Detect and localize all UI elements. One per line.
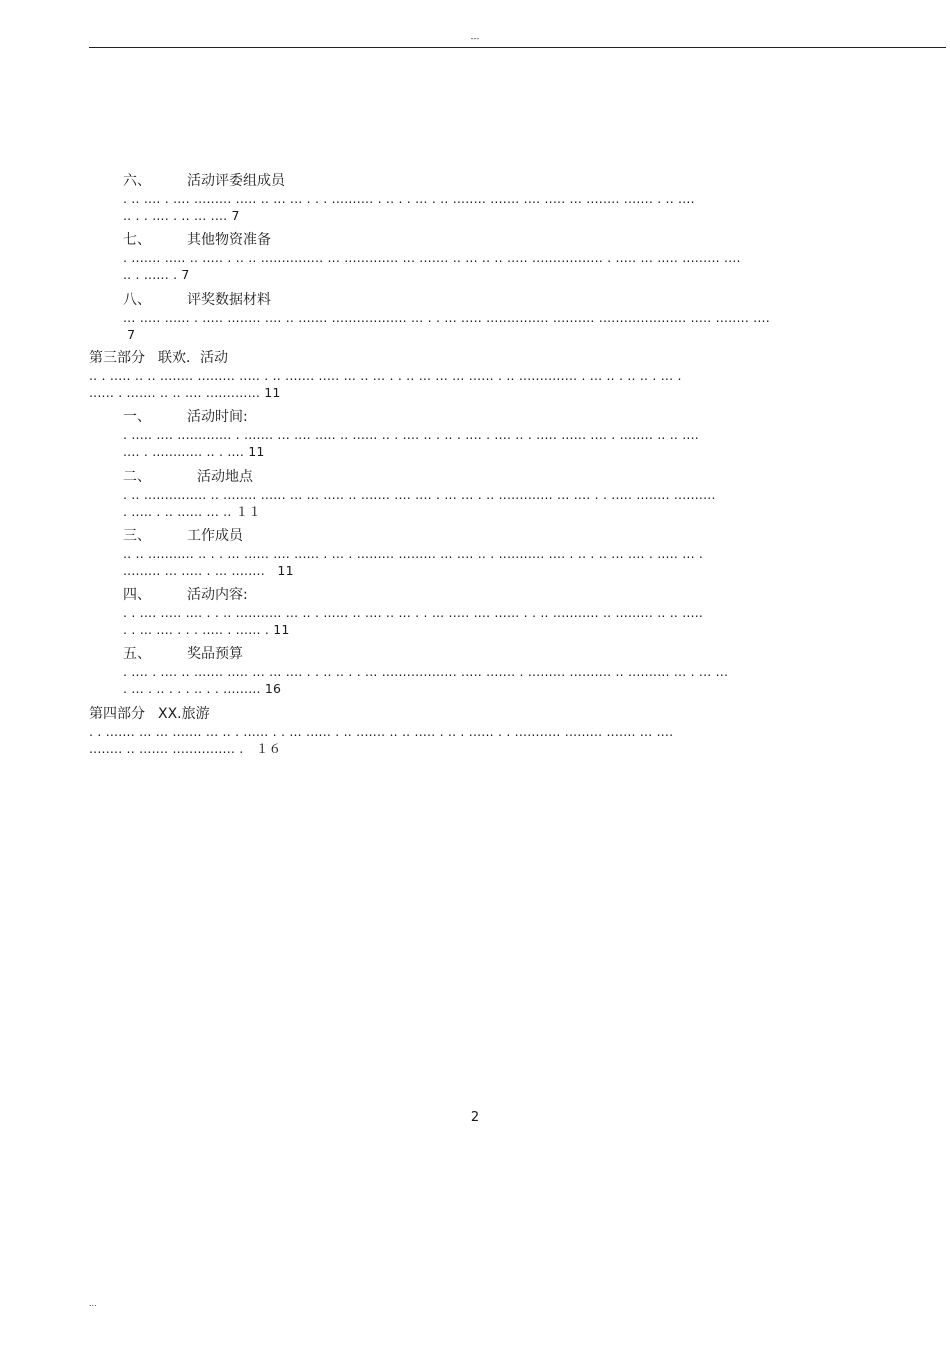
toc-entry-title-row xyxy=(89,349,945,367)
toc-entry-number: 四、 xyxy=(123,587,151,603)
toc-entry-number: 二、 xyxy=(123,469,151,485)
toc-entry-leader: .. . ..... .. .. ........ ......... ..... . .. ....... ..... ... .. ... . . .. ... ... ... ...... . .. .............. . ... .. . .. .. . ... . xyxy=(89,368,682,383)
toc-entry-title-row xyxy=(123,291,945,309)
toc-entry-number: 三、 xyxy=(123,528,151,544)
toc-entry-leader-page: ......... ... ..... . ... ........ 11 xyxy=(123,563,294,578)
toc-entry-leader: . . .... ..... .... . . .. ........... ... .. . ...... .. .... .. ... . . ... ..... .... ...... . . .. ........... .. ......... .. .. ..... xyxy=(123,605,704,620)
toc-entry-leader-page: . ..... . .. ...... ... .. １１ xyxy=(123,504,262,519)
toc-entry-title-row xyxy=(123,527,945,545)
toc-entry-leader: . ..... .... ............. . ....... ... .... ..... .. ...... .. . .... .. . .. . .... . .... .. . ..... ...... .... . ........ .. .. .... xyxy=(123,427,699,442)
page-number: 2 xyxy=(470,1110,480,1125)
toc-entry-leader-page: . ... . .. . . . .. . . ......... 16 xyxy=(123,681,282,696)
toc-entry-4[interactable] xyxy=(123,586,945,638)
toc-entry-title: XX.旅游 xyxy=(158,706,210,722)
toc-entry-title-row xyxy=(123,231,945,249)
toc-entry-title: 奖品预算 xyxy=(187,646,243,662)
toc-entry-leader: . .... . .... .. ....... ..... ... ... .... . . .. .. . . ... .................. ..... ....... . ......... .......... .. .......... ... . ... ... xyxy=(123,664,729,679)
toc-entry-leader-page: ...... . ....... .. .. .... ............. 11 xyxy=(89,385,281,400)
toc-entry-8[interactable] xyxy=(123,291,945,343)
toc-entry-number: 六、 xyxy=(123,173,151,189)
toc-entry-1[interactable] xyxy=(123,408,945,460)
toc-entry-leader: . .. .... . .... ......... ..... .. ... ... . . . .......... . .. . . ... . .. ........ ....... .... ..... ... ........ ....... . .. .... xyxy=(123,191,695,206)
toc-entry-leader-page: ........ .. ....... ............... . １６ xyxy=(89,741,282,756)
header-rule xyxy=(89,47,946,48)
toc-entry-leader-page: . . ... .... . . . ..... . ...... . 11 xyxy=(123,622,290,637)
toc-entry-part-3[interactable] xyxy=(89,349,945,401)
toc-entry-number: 第四部分 xyxy=(89,706,145,722)
toc-entry-leader: . . ....... ... ... ....... ... .. . ...... . . ... ...... . .. ....... .. .. ..... . .. . ...... . . ........... ......... ....... ... .... xyxy=(89,724,674,739)
toc-entry-number: 第三部分 xyxy=(89,350,145,366)
toc-entry-title-row xyxy=(123,645,945,663)
toc-entry-3[interactable] xyxy=(123,527,945,579)
toc-entry-5[interactable] xyxy=(123,645,945,697)
toc-entry-7[interactable] xyxy=(123,231,945,283)
toc-entry-number: 八、 xyxy=(123,292,151,308)
toc-entry-title: 其他物资准备 xyxy=(187,232,271,248)
toc-entry-2[interactable] xyxy=(123,468,945,520)
toc-entry-title: 联欢．活动 xyxy=(158,350,228,366)
toc-entry-leader: .. .. ........... .. . . ... ...... .... ...... . ... . ......... ......... ... .... .. . ........... .... . .. . .. ... .... . ..... ... . xyxy=(123,546,704,561)
toc-entry-title: 活动评委组成员 xyxy=(187,173,285,189)
toc-entry-leader-page: .... . ............ .. . .... 11 xyxy=(123,444,265,459)
page-footer: ... xyxy=(89,1299,97,1308)
toc-entry-number: 五、 xyxy=(123,646,151,662)
toc-entry-number: 七、 xyxy=(123,232,151,248)
toc-entry-title: 活动地点 xyxy=(197,469,253,485)
toc-entry-title-row xyxy=(123,172,945,190)
toc-entry-leader-page: .. . ...... . 7 xyxy=(123,267,190,282)
toc-entry-leader-page: .. . . .... . .. ... .... 7 xyxy=(123,208,240,223)
toc-entry-title-row xyxy=(123,586,945,604)
toc-entry-title: 活动内容: xyxy=(187,587,248,603)
toc-entry-title: 工作成员 xyxy=(187,528,243,544)
toc-entry-6[interactable] xyxy=(123,172,945,224)
toc-entry-part-4[interactable] xyxy=(89,705,945,757)
toc-entry-title-row xyxy=(89,705,945,723)
toc-entry-title: 评奖数据材料 xyxy=(187,292,271,308)
toc-entry-leader: ... ..... ...... . ..... ........ .... .. ....... .................. ... . . ... ..... ............... .......... ..................... ..... ........ .... xyxy=(123,310,770,325)
toc-entry-leader: . .. ............... .. ........ ...... ... ... ..... .. ....... .... .... . ... ... . .. ............. ... .... . . ..... ........ .......... xyxy=(123,487,716,502)
toc-entry-leader-page: 7 xyxy=(123,327,136,342)
toc-entry-title-row xyxy=(123,468,945,486)
toc-entry-leader: . ....... ..... .. ..... . .. .. ............... ... ............. ... ....... .. ... .. .. ..... ................. . ..... ... ..... ......... .... xyxy=(123,250,741,265)
toc-entry-title-row xyxy=(123,408,945,426)
page-header: --- xyxy=(470,34,480,43)
toc-entry-title: 活动时间: xyxy=(187,409,248,425)
toc-entry-number: 一、 xyxy=(123,409,151,425)
